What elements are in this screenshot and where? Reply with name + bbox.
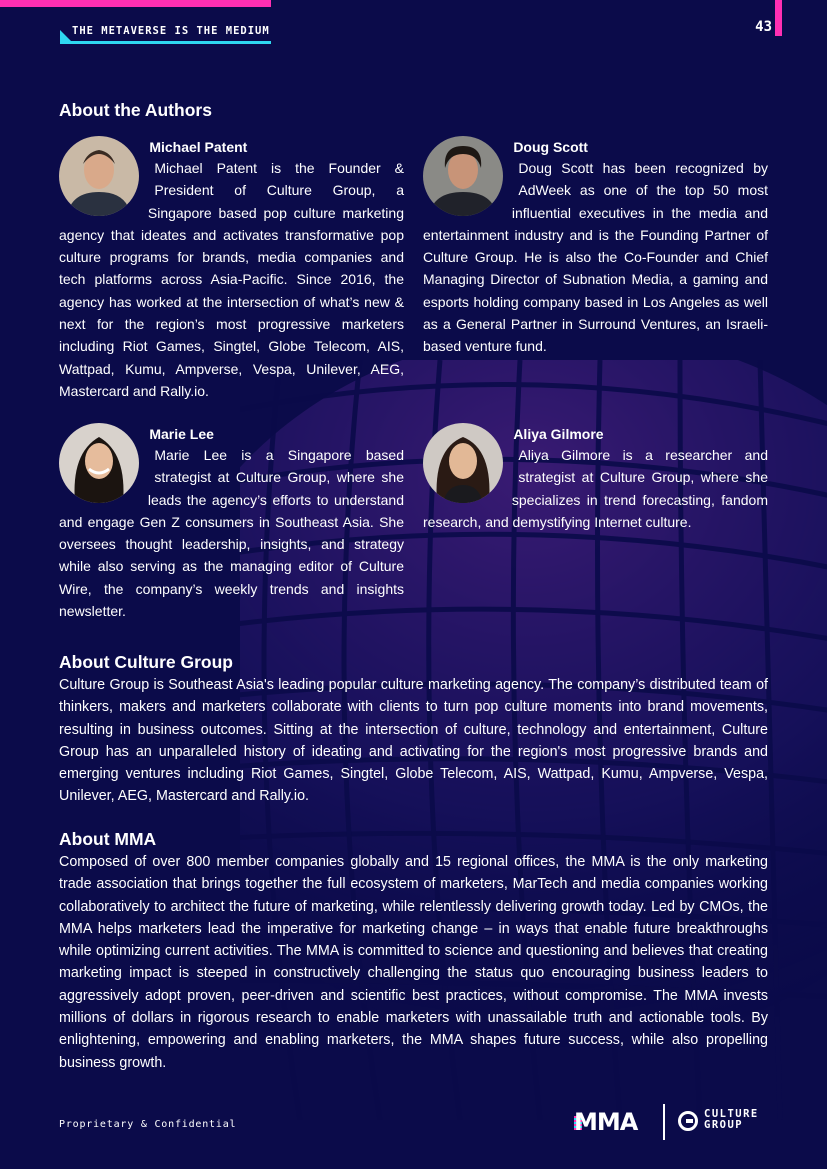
author-card-aliya-gilmore [423, 423, 768, 533]
author-card-marie-lee [59, 423, 404, 622]
page-tab-accent [775, 0, 782, 36]
author-name: Doug Scott [513, 139, 588, 155]
mma-logo: MMA [574, 1108, 638, 1136]
author-photo-icon [423, 423, 503, 503]
page-number: 43 [755, 19, 772, 35]
culture-group-logo-line2: GROUP [704, 1119, 744, 1131]
page-content [59, 98, 768, 1071]
culture-group-logo-line1: CULTURE [704, 1108, 759, 1120]
culture-group-logo [704, 1109, 759, 1131]
author-bio: Doug Scott has been recognized by AdWeek as one of the top 50 most influential executives in the media and entertainment industry and is the Founding Partner of Culture Group. He is also the Co-Founder and Chief Managing Director of Subnation Media, a gaming and esports holding company based in Los Angeles as well as a General Partner in Surround Ventures, an Israeli-based venture fund. [423, 160, 768, 355]
authors-heading: About the Authors [59, 100, 212, 120]
author-bio: Aliya Gilmore is a researcher and strategist at Culture Group, where she specializes in trend forecasting, fandom research, and demystifying Internet culture. [423, 447, 768, 530]
footer-confidential: Proprietary & Confidential [59, 1119, 237, 1130]
author-name: Michael Patent [149, 139, 248, 155]
author-bio: Michael Patent is the Founder & President of Culture Group, a Singapore based pop culture marketing agency that ideates and activates transformative pop culture programs for brands, media companies and tech platforms across Asia-Pacific. Since 2016, the agency has worked at the intersection of what’s new & next for the region’s most progressive marketers including Riot Games, Singtel, Globe Telecom, AIS, Wattpad, Kumu, Ampverse, Vespa, Unilever, AEG, Mastercard and Rally.io. [59, 160, 404, 399]
author-bio: Marie Lee is a Singapore based strategist at Culture Group, where she leads the agency’s efforts to understand and engage Gen Z consumers in Southeast Asia. She oversees thought leadership, insights, and strategy while also serving as the managing editor of Culture Wire, the company’s weekly trends and insights newsletter. [59, 447, 404, 620]
author-photo-icon [59, 423, 139, 503]
author-name: Marie Lee [149, 426, 214, 442]
author-card-doug-scott [423, 136, 768, 358]
header-text: THE METAVERSE IS THE MEDIUM [72, 25, 270, 37]
culture-group-heading: About Culture Group [59, 652, 234, 672]
logo-divider [663, 1104, 665, 1140]
culture-group-logo-icon [678, 1111, 698, 1131]
header-underline [60, 41, 271, 44]
mma-heading: About MMA [59, 829, 157, 849]
top-accent-bar [0, 0, 271, 7]
author-card-michael-patent [59, 136, 404, 402]
culture-group-body: Culture Group is Southeast Asia's leading popular culture marketing agency. The company’s distributed team of thinkers, makers and marketers collaborate with clients to turn pop culture moments into brand movements, resulting in business outcomes. Sitting at the intersection of culture, technology and entertainment, Culture Group has an unparalleled history of ideating and activating for the region's most progressive brands and emerging ventures including Riot Games, Singtel, Globe Telecom, AIS, Wattpad, Kumu, Ampverse, Vespa, Unilever, AEG, Mastercard and Rally.io. [59, 677, 768, 805]
running-header [60, 22, 271, 42]
mma-body: Composed of over 800 member companies globally and 15 regional offices, the MMA is the only marketing trade association that brings together the full ecosystem of marketers, MarTech and media companies working collaboratively to architect the future of marketing, while relentlessly delivering growth today. Led by CMOs, the MMA helps marketers lead the imperative for marketing change – in ways that enable future breakthroughs while optimizing current activities. The MMA is committed to science and questioning and believes that creating marketing impact is steeped in constructively challenging the status quo encouraging business leaders to aggressively adopt proven, peer-driven and scientific best practices, without compromise. The MMA invests millions of dollars in rigorous research to enable marketers with unassailable truth and actionable tools. By enlightening, empowering and enabling marketers, the MMA shapes future success, while also propelling business growth. [59, 854, 768, 1071]
author-name: Aliya Gilmore [513, 426, 604, 442]
author-photo-icon [59, 136, 139, 216]
author-photo-icon [423, 136, 503, 216]
footer-logos [574, 1104, 774, 1140]
section-mma [59, 827, 768, 1074]
section-culture-group [59, 650, 768, 808]
